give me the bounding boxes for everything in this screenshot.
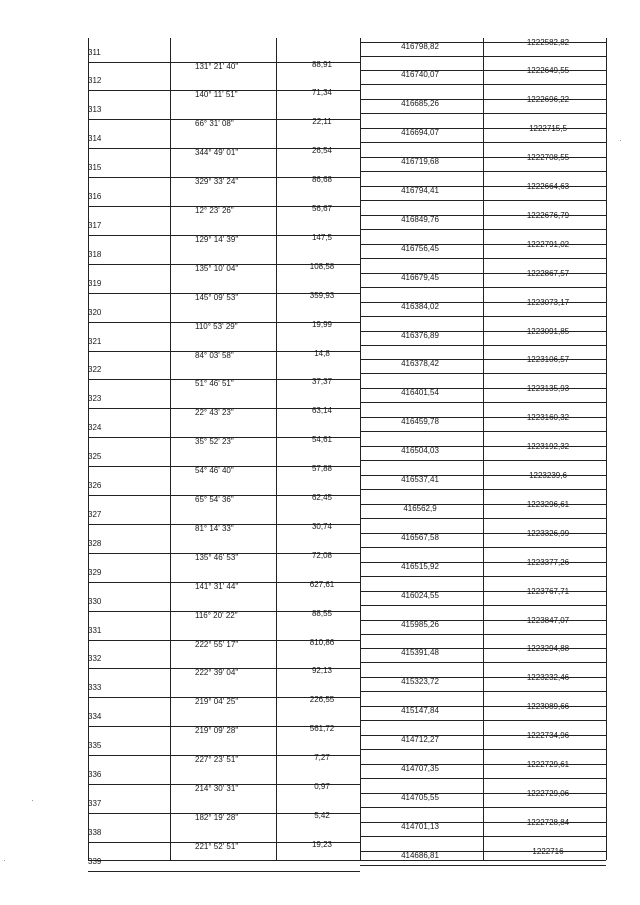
coordinate-x: 416798,82 — [401, 41, 439, 51]
point-number: 312 — [88, 76, 102, 86]
column-divider — [276, 38, 277, 860]
row-divider — [360, 345, 606, 346]
segment-distance: 359,93 — [309, 290, 335, 300]
point-number: 313 — [88, 105, 102, 115]
segment-distance: 147,5 — [311, 232, 333, 242]
point-number: 320 — [88, 307, 102, 317]
coordinate-y: 1223767,71 — [526, 586, 570, 596]
segment-distance: 71,34 — [311, 88, 333, 98]
segment-distance: 810,86 — [309, 637, 335, 647]
coordinate-x: 416401,54 — [401, 388, 439, 398]
row-divider — [360, 634, 606, 635]
point-number: 331 — [88, 625, 102, 635]
point-number: 315 — [88, 163, 102, 173]
coordinate-x: 416384,02 — [401, 301, 439, 311]
coordinate-y: 1222676,79 — [526, 210, 570, 220]
coordinate-y: 1222715,5 — [529, 124, 567, 134]
coordinate-x: 416562,9 — [403, 503, 437, 513]
coordinate-x: 416679,45 — [401, 272, 439, 282]
segment-angle: 84° 03' 58" — [195, 350, 234, 360]
row-divider — [360, 229, 606, 230]
row-divider — [360, 518, 606, 519]
coordinate-x: 416376,89 — [401, 330, 439, 340]
segment-angle: 51° 46' 51" — [195, 379, 234, 389]
column-divider — [360, 38, 361, 860]
segment-angle: 145° 09' 53" — [195, 292, 239, 302]
point-number: 336 — [88, 770, 102, 779]
coordinate-y: 1222867,57 — [526, 268, 570, 278]
coordinate-x: 416849,76 — [401, 214, 439, 224]
coordinate-x: 416567,58 — [401, 532, 439, 542]
point-number: 325 — [88, 452, 102, 462]
coordinate-y: 1223239,6 — [529, 471, 567, 480]
coordinate-x: 416378,42 — [401, 359, 439, 369]
row-divider — [360, 807, 606, 808]
segment-distance: 7,27 — [314, 753, 330, 763]
row-divider — [360, 460, 606, 461]
segment-angle: 221° 52' 51" — [195, 841, 239, 851]
segment-angle: 22° 43' 23" — [195, 408, 234, 418]
point-number: 329 — [88, 567, 102, 577]
row-divider — [360, 836, 606, 837]
segment-distance: 19,99 — [311, 319, 333, 329]
segment-angle: 222° 55' 17" — [195, 639, 239, 649]
point-number: 339 — [88, 856, 102, 866]
point-number: 311 — [88, 47, 101, 57]
coordinate-x: 416685,26 — [401, 99, 439, 109]
coordinate-y: 1223326,99 — [526, 528, 570, 538]
coordinate-x: 416024,55 — [401, 590, 439, 600]
coordinate-x: 415323,72 — [401, 677, 439, 687]
coordinate-x: 416794,41 — [401, 186, 439, 195]
segment-angle: 129° 14' 39" — [195, 234, 239, 244]
segment-angle: 140° 11' 51" — [195, 90, 238, 100]
row-divider — [360, 171, 606, 172]
row-divider — [360, 749, 606, 750]
coordinate-y: 1223106,57 — [526, 355, 570, 365]
coordinate-y: 1222728,84 — [526, 817, 570, 827]
coordinate-x: 414701,13 — [401, 821, 439, 831]
row-divider — [360, 431, 606, 432]
row-divider — [360, 720, 606, 721]
point-number: 330 — [88, 596, 102, 606]
coordinate-y: 1223232,46 — [526, 673, 570, 683]
coordinate-y: 1223192,32 — [526, 442, 570, 452]
segment-distance: 54,61 — [311, 435, 333, 445]
row-divider — [360, 547, 606, 548]
segment-angle: 135° 10' 04" — [195, 263, 239, 273]
row-divider — [360, 576, 606, 577]
segment-distance: 72,08 — [311, 550, 333, 560]
point-number: 321 — [88, 336, 102, 346]
row-divider — [360, 865, 606, 866]
scan-speck — [32, 800, 33, 801]
segment-angle: 116° 20' 22" — [195, 610, 238, 620]
segment-distance: 56,67 — [311, 204, 333, 213]
row-divider — [360, 778, 606, 779]
point-number: 322 — [88, 365, 102, 375]
segment-distance: 88,91 — [311, 59, 333, 69]
coordinate-x: 416694,07 — [401, 128, 439, 138]
row-divider — [360, 489, 606, 490]
row-divider — [360, 84, 606, 85]
point-number: 318 — [88, 249, 102, 259]
coordinate-y: 1222729,61 — [526, 760, 570, 769]
segment-angle: 329° 33' 24" — [195, 177, 239, 187]
scan-speck — [4, 860, 5, 861]
point-number: 326 — [88, 481, 102, 490]
segment-distance: 86,68 — [311, 175, 333, 185]
row-divider — [360, 142, 606, 143]
point-number: 328 — [88, 538, 102, 548]
point-number: 338 — [88, 827, 102, 837]
coordinate-y: 1222582,82 — [526, 37, 570, 47]
coordinate-x: 416719,68 — [401, 157, 439, 167]
row-divider — [88, 871, 360, 872]
coordinate-y: 1222716 — [532, 846, 564, 856]
point-number: 332 — [88, 654, 102, 664]
coordinate-x: 414705,55 — [401, 792, 439, 802]
scan-speck — [620, 140, 621, 141]
point-number: 319 — [88, 278, 102, 288]
segment-angle: 344° 49' 01" — [195, 148, 239, 158]
point-number: 327 — [88, 509, 102, 519]
segment-distance: 0,97 — [314, 782, 330, 791]
coordinate-x: 414712,27 — [401, 735, 439, 745]
coordinate-y: 1222664,63 — [526, 182, 570, 191]
segment-distance: 108,58 — [309, 261, 335, 271]
segment-distance: 22,11 — [312, 117, 332, 127]
row-divider — [360, 402, 606, 403]
coordinate-y: 1223160,32 — [526, 413, 570, 423]
column-divider — [170, 38, 171, 860]
point-number: 334 — [88, 712, 102, 722]
coordinate-y: 1222696,22 — [526, 95, 570, 105]
coordinate-y: 1222734,96 — [526, 731, 570, 741]
segment-distance: 26,54 — [311, 146, 333, 156]
coordinate-x: 416459,78 — [401, 417, 439, 427]
point-number: 323 — [88, 394, 102, 404]
coordinate-x: 416515,92 — [401, 561, 439, 571]
coordinate-x: 415985,26 — [401, 619, 439, 629]
coordinate-x: 415147,84 — [401, 706, 439, 716]
point-number: 335 — [88, 741, 102, 751]
row-divider — [360, 258, 606, 259]
coordinate-x: 415391,48 — [401, 648, 439, 658]
segment-angle: 214° 30' 31" — [195, 784, 239, 793]
coordinate-x: 416537,41 — [401, 475, 439, 484]
segment-distance: 14,8 — [314, 348, 330, 358]
coordinate-y: 1223073,17 — [526, 297, 570, 307]
coordinate-y: 1223294,88 — [526, 644, 570, 654]
segment-distance: 561,72 — [309, 724, 335, 734]
coordinate-x: 416740,07 — [401, 70, 439, 80]
point-number: 314 — [88, 134, 102, 144]
segment-distance: 19,23 — [311, 839, 333, 849]
coordinate-y: 1223847,07 — [526, 615, 570, 625]
row-divider — [360, 662, 606, 663]
point-number: 317 — [88, 220, 102, 230]
segment-angle: 66° 31' 08" — [195, 119, 234, 129]
coordinate-y: 1223135,93 — [526, 384, 570, 394]
segment-angle: 35° 52' 23" — [195, 437, 234, 447]
segment-distance: 88,55 — [311, 608, 333, 618]
coordinate-x: 416756,45 — [401, 243, 439, 253]
coordinate-y: 1223377,26 — [526, 557, 570, 567]
column-divider — [483, 38, 484, 860]
segment-angle: 219° 09' 28" — [195, 726, 239, 736]
coordinate-y: 1223091,85 — [526, 326, 570, 336]
segment-angle: 12° 23' 26" — [195, 206, 234, 215]
segment-angle: 219° 04' 25" — [195, 697, 239, 707]
coordinate-y: 1222791,02 — [526, 239, 570, 249]
segment-angle: 110° 53' 29" — [195, 321, 238, 331]
coordinate-y: 1222708,55 — [526, 153, 570, 163]
segment-distance: 63,14 — [311, 406, 333, 416]
segment-distance: 37,37 — [311, 377, 333, 387]
segment-distance: 30,74 — [311, 521, 333, 531]
segment-distance: 226,55 — [309, 695, 335, 705]
coordinate-x: 414686,81 — [401, 850, 439, 860]
segment-angle: 81° 14' 33" — [195, 523, 234, 533]
row-divider — [360, 605, 606, 606]
segment-angle: 182° 19' 28" — [195, 812, 239, 822]
coordinate-y: 1222729,06 — [526, 788, 570, 798]
coordinate-y: 1223089,66 — [526, 702, 570, 712]
coordinate-x: 414707,35 — [401, 764, 439, 773]
row-divider — [360, 287, 606, 288]
point-number: 316 — [88, 192, 102, 201]
segment-angle: 65° 54' 36" — [195, 495, 234, 504]
segment-distance: 92,13 — [311, 666, 333, 676]
point-number: 337 — [88, 798, 102, 808]
point-number: 324 — [88, 423, 102, 433]
coordinate-y: 1223296,61 — [526, 499, 570, 509]
row-divider — [360, 200, 606, 201]
point-number: 333 — [88, 683, 102, 693]
row-divider — [360, 113, 606, 114]
column-divider — [88, 38, 89, 860]
segment-angle: 227° 23' 51" — [195, 755, 239, 765]
segment-distance: 62,45 — [311, 493, 333, 502]
row-divider — [360, 316, 606, 317]
row-divider — [360, 373, 606, 374]
segment-angle: 135° 46' 53" — [195, 552, 239, 562]
row-divider — [360, 56, 606, 57]
segment-distance: 57,88 — [311, 464, 333, 474]
segment-angle: 54° 46' 40" — [195, 466, 234, 476]
row-divider — [360, 691, 606, 692]
coordinate-y: 1222649,55 — [526, 66, 570, 76]
segment-angle: 222° 39' 04" — [195, 668, 239, 678]
segment-distance: 627,61 — [309, 579, 335, 589]
coordinate-x: 416504,03 — [401, 446, 439, 456]
segment-angle: 141° 31' 44" — [195, 581, 239, 591]
segment-angle: 131° 21' 40" — [195, 61, 239, 71]
segment-distance: 5,42 — [314, 810, 330, 820]
